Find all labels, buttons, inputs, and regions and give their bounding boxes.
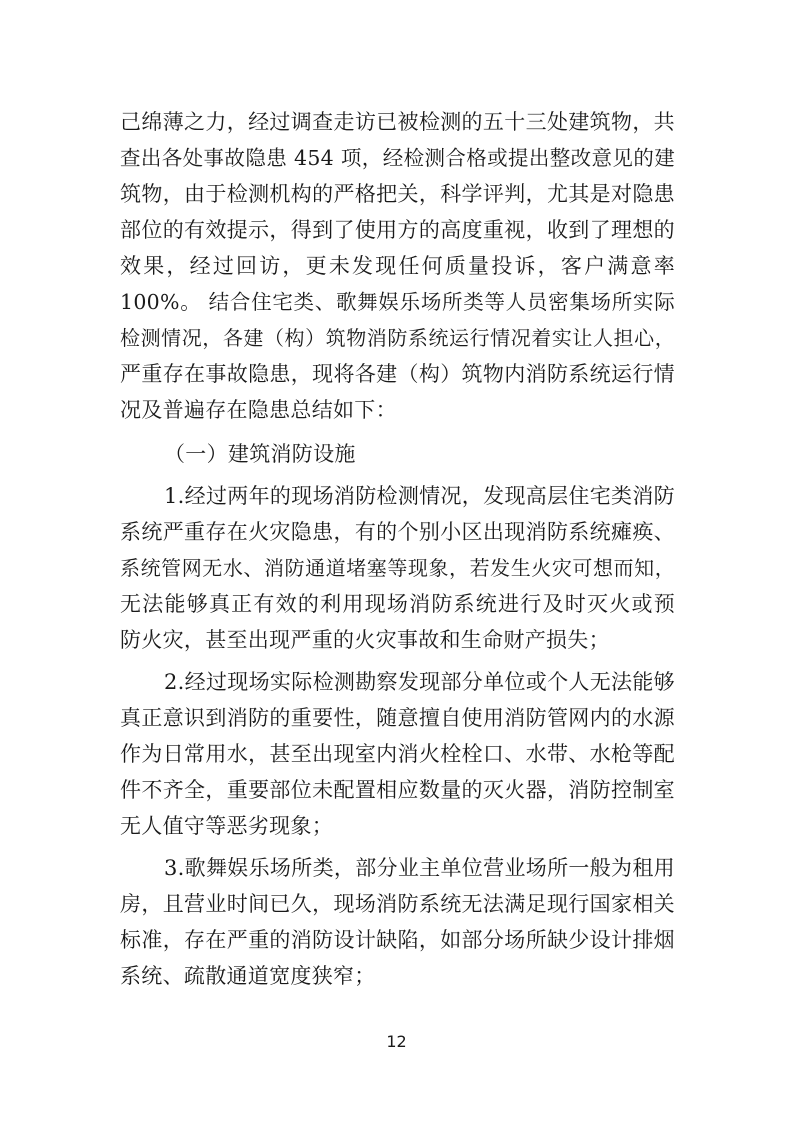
body-text-line: 件不齐全，重要部位未配置相应数量的灭火器，消防控制室 bbox=[120, 778, 675, 802]
body-text-line: 标准，存在严重的消防设计缺陷，如部分场所缺少设计排烟 bbox=[120, 928, 675, 952]
body-text-line: 检测情况，各建（构）筑物消防系统运行情况着实让人担心， bbox=[120, 326, 675, 350]
section-heading: （一）建筑消防设施 bbox=[164, 442, 356, 466]
body-text-line: 作为日常用水，甚至出现室内消火栓栓口、水带、水枪等配 bbox=[120, 742, 675, 766]
body-text-line: 部位的有效提示，得到了使用方的高度重视，收到了理想的 bbox=[120, 218, 675, 242]
body-text-line: 系统严重存在火灾隐患，有的个别小区出现消防系统瘫痪、 bbox=[120, 520, 675, 544]
body-text-line: 真正意识到消防的重要性，随意擅自使用消防管网内的水源 bbox=[120, 706, 675, 730]
body-text-line: 效果，经过回访，更未发现任何质量投诉，客户满意率 bbox=[120, 254, 675, 278]
body-text-line: 无人值守等恶劣现象； bbox=[120, 814, 333, 838]
body-text-line: 严重存在事故隐患，现将各建（构）筑物内消防系统运行情 bbox=[120, 362, 675, 386]
item-2-first-line: 2.经过现场实际检测勘察发现部分单位或个人无法能够 bbox=[164, 670, 675, 694]
item-3-first-line: 3.歌舞娱乐场所类，部分业主单位营业场所一般为租用 bbox=[164, 856, 675, 880]
item-1-first-line: 1.经过两年的现场消防检测情况，发现高层住宅类消防 bbox=[164, 484, 675, 508]
body-text-line: 房，且营业时间已久，现场消防系统无法满足现行国家相关 bbox=[120, 892, 675, 916]
body-text-line: 己绵薄之力，经过调查走访已被检测的五十三处建筑物，共 bbox=[120, 110, 675, 134]
page-number: 12 bbox=[386, 1032, 407, 1051]
body-text-line: 防火灾，甚至出现严重的火灾事故和生命财产损失； bbox=[120, 628, 610, 652]
body-text-line: 无法能够真正有效的利用现场消防系统进行及时灭火或预 bbox=[120, 592, 675, 616]
body-text-line: 100%。 结合住宅类、歌舞娱乐场所类等人员密集场所实际 bbox=[120, 290, 675, 314]
body-text-line: 系统、疏散通道宽度狭窄； bbox=[120, 964, 376, 988]
body-text-line: 筑物，由于检测机构的严格把关，科学评判，尤其是对隐患 bbox=[120, 182, 675, 206]
body-text-line: 系统管网无水、消防通道堵塞等现象，若发生火灾可想而知， bbox=[120, 556, 675, 580]
body-text-line: 况及普遍存在隐患总结如下： bbox=[120, 398, 397, 422]
body-text-line: 查出各处事故隐患 454 项，经检测合格或提出整改意见的建 bbox=[120, 146, 675, 170]
